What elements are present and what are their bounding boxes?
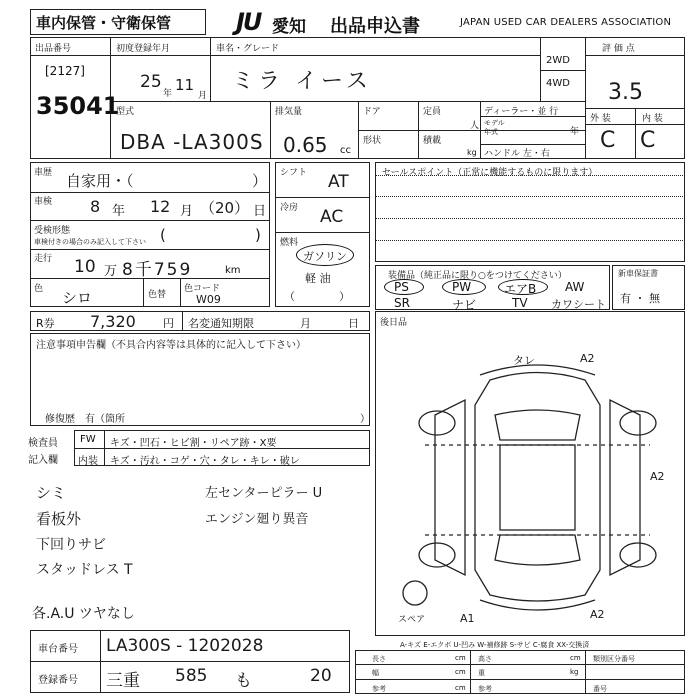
chassis-label: 車台番号 xyxy=(38,644,78,655)
aircon-label: 冷房 xyxy=(280,203,299,213)
equip-aw: AW xyxy=(565,280,585,294)
reg-tail: 20 xyxy=(310,666,332,686)
inspection-label: 車検 xyxy=(34,197,53,207)
fuel-diesel: 軽 油 xyxy=(305,272,331,285)
notes-header: 注意事項申告欄（不具合内容等は具体的に記入して下さい） xyxy=(36,340,306,351)
mileage-label: 走行 xyxy=(34,254,53,264)
shift-label: シフト xyxy=(280,168,308,178)
aircon-value: AC xyxy=(320,207,344,227)
door-label: ドア xyxy=(363,107,381,117)
equip-pw: PW xyxy=(452,280,472,294)
inspector-label: 検査員 xyxy=(28,438,58,449)
shift-value: AT xyxy=(328,172,349,192)
equipment-label: 装備品（純正品に限り○をつけてください） xyxy=(388,271,567,281)
lot-number-value: 35041 xyxy=(36,92,120,120)
reg-kana: も xyxy=(235,671,252,691)
drive-2wd: 2WD xyxy=(546,55,570,66)
handle-label: ハンドル 左・右 xyxy=(484,149,550,159)
ju-logo: JU xyxy=(236,8,261,36)
model-value: DBA -LA300S xyxy=(120,130,264,154)
warranty-options: 有 ・ 無 xyxy=(620,292,660,305)
color-code-label: 色コード xyxy=(184,284,221,294)
sales-points-label: セールスポイント（正常に機能するものに限ります） xyxy=(382,168,598,178)
fw-label: FW xyxy=(80,434,96,445)
interior-grade: C xyxy=(640,128,656,153)
fw-items: キズ・凹石・ヒビ割・リペア跡・X要 xyxy=(110,438,277,449)
storage-note: 車内保管・守衛保管 xyxy=(36,14,172,32)
size-table xyxy=(355,650,685,694)
note-engine: エンジン廻り異音 xyxy=(205,512,309,527)
shape-label: 形状 xyxy=(363,136,382,146)
equip-tv: TV xyxy=(512,296,528,310)
form-title: 出品申込書 xyxy=(330,16,420,37)
note-shitamawari: 下回りサビ xyxy=(36,537,106,553)
reg-pref: 三重 xyxy=(106,671,140,691)
history-label: 車歴 xyxy=(34,168,53,178)
damage-legend: A-キズ E-エクボ U-凹み W-補修跡 S-サビ C-腐食 XX-交換済 xyxy=(400,641,590,649)
reg-num: 585 xyxy=(175,666,208,686)
car-name-value: ミラ イース xyxy=(232,69,372,94)
chassis-value: LA300S - 1202028 xyxy=(106,636,264,656)
diag-a2-bottom: A2 xyxy=(590,608,605,621)
diag-a2-top: A2 xyxy=(580,352,595,365)
entry-col-label: 記入欄 xyxy=(28,455,58,466)
equip-ps: PS xyxy=(394,280,409,294)
exterior-label: 外 装 xyxy=(590,114,611,124)
mileage-man: 10 xyxy=(74,257,96,277)
recycle-label: R券 xyxy=(36,317,55,330)
equip-leather: カワシート xyxy=(551,298,606,311)
note-tsuya: 各.A.U ツヤなし xyxy=(32,606,135,622)
dealer-label: ディーラー・並 行 xyxy=(484,107,559,117)
spare-label: スペア xyxy=(398,615,426,625)
interior-check-label: 内装 xyxy=(78,456,98,467)
repair-history-label: 修復歴 有（箇所 xyxy=(45,414,125,425)
recycle-value: 7,320 xyxy=(90,312,136,331)
fuel-label: 燃料 xyxy=(280,238,299,248)
history-value: 自家用・（ xyxy=(66,172,134,190)
note-kanban: 看板外 xyxy=(36,510,82,528)
color-change-label: 色替 xyxy=(148,290,167,300)
model-label: 型式 xyxy=(116,107,135,117)
inspection-day: （20） xyxy=(200,199,250,217)
diag-a1: A1 xyxy=(460,612,475,625)
interior-label: 内 装 xyxy=(642,114,663,124)
color-code-value: W09 xyxy=(196,293,221,306)
capacity-label: 定員 xyxy=(423,107,442,117)
warranty-label: 新車保証書 xyxy=(618,269,658,278)
displacement-value: 0.65 xyxy=(283,133,328,157)
logo-text: 愛知 xyxy=(272,17,306,37)
acceptance-label: 受検形態 xyxy=(34,226,71,236)
note-shimi: シミ xyxy=(36,484,67,502)
fuel-gas: ガソリン xyxy=(303,250,347,263)
reg-year-value: 25 xyxy=(140,72,162,92)
drive-4wd: 4WD xyxy=(546,78,570,89)
reg-month-value: 11 xyxy=(175,76,195,94)
displacement-label: 排気量 xyxy=(275,107,303,117)
name-change-label: 名変通知期限 xyxy=(188,317,254,330)
score-value: 3.5 xyxy=(608,80,643,105)
exterior-grade: C xyxy=(600,128,616,153)
mileage-rest: 8千759 xyxy=(122,260,193,280)
equip-navi: ナビ xyxy=(452,298,477,312)
first-reg-label: 初度登録年月 xyxy=(116,44,171,54)
equip-sr: SR xyxy=(394,296,410,310)
car-name-label: 車名・グレード xyxy=(216,44,280,54)
inspection-month: 12 xyxy=(150,197,171,216)
reg-label: 登録番号 xyxy=(38,675,78,686)
interior-check-items: キズ・汚れ・コゲ・穴・タレ・キレ・破レ xyxy=(110,456,300,467)
after-install-label: 後日品 xyxy=(380,318,408,328)
association-name: JAPAN USED CAR DEALERS ASSOCIATION xyxy=(460,17,672,28)
note-pillar: 左センターピラー U xyxy=(205,486,323,501)
lot-bracket: [2127] xyxy=(45,64,85,78)
equip-airbag: エアB xyxy=(504,282,537,296)
lot-number-label: 出品番号 xyxy=(35,44,72,54)
diag-a2-right: A2 xyxy=(650,470,665,483)
load-label: 積載 xyxy=(423,136,442,146)
note-studless: スタッドレス T xyxy=(36,562,133,578)
car-damage-diagram xyxy=(395,345,680,625)
evaluation-label: 評 価 点 xyxy=(602,44,635,54)
diag-tl: タレ xyxy=(513,354,535,367)
inspection-year: 8 xyxy=(90,197,101,216)
color-value: シロ xyxy=(62,289,93,307)
fuel-other: （ ） xyxy=(284,290,350,303)
color-label: 色 xyxy=(34,284,44,294)
